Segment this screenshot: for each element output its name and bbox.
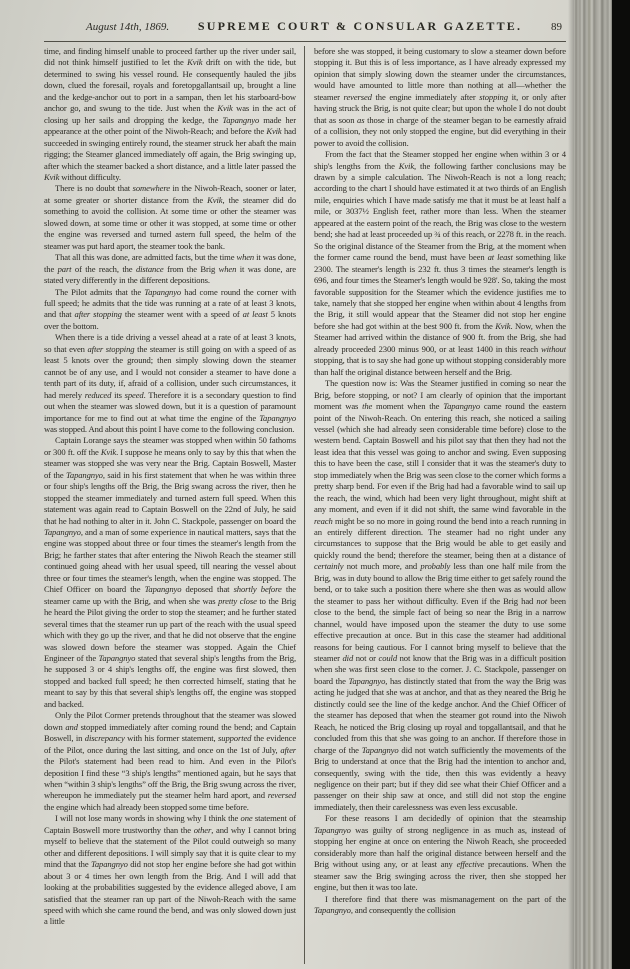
paragraph: The question now is: Was the Steamer justified in coming so near the Brig, before stopping, or not? I am clearly of opinion that the important moment was the moment when the Tapangnyo came round the eastern point of the Niwoh-Reach. On entering this reach, she noticed a sailing vessel (which she had already seen considerable time before) close to the western bend. Captain Boswell and his pilot say that then they had not the least idea that this vessel was going to anchor and swing. Even supposing this to have been the case, still I consider that it was the steamer's duty to stop immediately when the Brig was seen close to the corner which forms a pretty sharp bend. For even if the Brig had had a favorable wind to sail up the reach, the wind, which had been very light throughout, might shift at any moment, and even if it did not shift, the same wind favorable in the reach might be so no more in going round the bend into a reach running in an entirely different direction. The steamer had no right under any circumstances to suppose that the Brig would be able to get easily and quickly round the bend; therefore the steamer, being then at a distance of certainly not much more, and probably less than one half mile from the Brig, was in duty bound to allow the Brig time either to get safely round the bend, or to take such a position there where she then was as would allow the steamer to pass her without difficulty. Even if the Brig had not been close to the bend, the simple fact of being so near the Brig in a narrow channel, would have imposed upon the steamer the duty to use some effective precaution at once. But in this case the steamer had additional reasons for being cautious. For I cannot bring myself to believe that the steamer did not or could not know that the Brig was in a difficult position when she was first seen close to the corner. J. C. Stackpole, passenger on board the Tapangnyo, has distinctly stated that from the way the Brig was acting he judged that she was at anchor, and that as they neared the Brig he distinctly could see the line of the kedge anchor. And the Chief Officer of the steamer has deposed that when the steamer got round into the Niwoh Reach, he noticed the Brig closing up royal and topgallantsail, and that he concluded from this that she was going to an anchor. If therefore those in charge of the Tapangnyo did not watch sufficiently the movements of the Brig to understand at once that the Brig had the intention to anchor and, consequently, swing with the tide, then this was evidently a heavy negligence on their part; but if they did see what their Chief Officer and a passenger on their ship saw at once, and still did not stop the engine immediately, then their carelessness was even less excusable. [314, 378, 566, 812]
left-column [44, 46, 304, 964]
paragraph: When there is a tide driving a vessel ahead at a rate of at least 3 knots, so that even after stopping the steamer is still going on with a speed of as least 5 knots over the ground; then simply slowing down the steamer cannot be of any use, and I would not consider a steamer to have done a tenth part of its duty, if, afraid of a collision, under such circumstances, it had merely reduced its speed. Therefore it is a secondary question to find out when the steamer was slowed down, but it is a question of paramount importance for me to find out at what time the engine of the Tapangnyo was stopped. And about this point I have come to the following conclusion. [44, 332, 297, 434]
paragraph: Only the Pilot Cormer pretends throughout that the steamer was slowed down and stopped immediately after coming round the bend; and Captain Boswell, in discrepancy with his former statement, supported the evidence of the Pilot, once during the last sitting, and once on the 1st of July, after the Pilot's statement had been read to him. And even in the Pilot's deposition I find these “3 ship's lengths” mentioned again, but he says that when “within 3 ship's lengths” off the Brig, the Brig swung across the river, whereupon he immediately put the steamer helm hard aport, and reversed the engine which had already been stopped some time before. [44, 710, 297, 812]
book-page-edges [574, 0, 612, 969]
paragraph: For these reasons I am decidedly of opinion that the steamship Tapangnyo was guilty of strong negligence in as much as, instead of stopping her engine at once on entering the Niwoh Reach, she proceeded considerably more than half the original distance between herself and the Brig without using any, or at least any effective precautions. When the steamer saw the Brig swinging across the river, then she stopped her engine, but then it was too late. [314, 813, 566, 893]
paragraph: The Pilot admits that the Tapangnyo had come round the corner with full speed; he admits that the tide was running at a rate of at least 3 knots, and that after stopping the steamer went with a speed of at least 5 knots over the bottom. [44, 286, 297, 331]
paragraph: before she was stopped, it being customary to slow a steamer down before stopping it. But this is of less importance, as I have already expressed my opinion that simply slowing down the steamer under the circumstances, would have amounted to little more than nothing at all—whether the steamer reversed the engine immediately after stopping it, or only after having struck the Brig, is not quite clear; but upon the whole I do not doubt that as soon as those in charge of the steamer began to be earnestly afraid of a collision, they not only stopped the engine, but did everything in their power to avoid the collision. [314, 46, 566, 148]
page-number: 89 [551, 21, 562, 33]
paragraph: time, and finding himself unable to proceed farther up the river under sail, did not think himself justified to let the Kvik drift on with the tide, but determined to swing his vessel round. He consequently hauled the jibs down, clued the foresail, royals and foretopgallantsail up, brought a line and the kedge-anchor out to port in a sampan, then let his starboard-bow anchor go, and swung to the tide. Just when the Kvik was in the act of closing up her sails and dropping the kedge, the Tapangnyo made her appearance at the other point of the Niwoh-Reach; and before the Kvik had succeeded in swinging entirely round, the steamer struck her abaft the main rigging; the Steamer glanced immediately off again, the Brig swinging up, after which the steamer backed a short distance, and a little later passed the Kvik without difficulty. [44, 46, 297, 182]
header-rule [44, 41, 566, 42]
issue-date: August 14th, 1869. [86, 21, 170, 33]
right-column [304, 46, 566, 964]
paragraph: From the fact that the Steamer stopped her engine when within 3 or 4 ship's lengths from the Kvik, the following farther conclusions may be drawn by a simple calculation. The Niwoh-Reach is not a long reach; according to the chart I should have estimated it at two thirds of an English mile, enquiries which I have made satisfy me that it must be at least half a mile, or 3037½ English feet, rather more than less. When the steamer appeared at the eastern point of the reach, the Brig was close to the western bend; she had at least proceeded up ¾ of this reach, or 2278 ft. in the reach. So the original distance of the Steamer from the Brig, at the moment when the former came round the bend, must have been at least something like 2300. The steamer's length is 232 ft. thus 3 times the steamer's length is 696, and four times the Steamer's length would be 928'. So, taking the most favorable supposition for the Steamer which the evidence justifies me to take, namely that she stopped her engine when within about 4 lengths from the Brig, it still would appear that the Steamer did not stop her engine before she had got within at the best 900 ft. from the Kvik. Now, when the Steamer had arrived within the distance of 900 ft. from the Brig, she had already proceeded 2300 minus 900, or at least 1400 in this reach without stopping, that is to say she had gone up without stopping considerably more than half the original distance between herself and the Brig. [314, 149, 566, 377]
page-header [44, 19, 566, 37]
gazette-title: SUPREME COURT & CONSULAR GAZETTE. [197, 19, 523, 33]
paragraph: I therefore find that there was mismanagement on the part of the Tapangnyo, and consequently the collision [314, 893, 566, 915]
paragraph: Captain Lorange says the steamer was stopped when within 50 fathoms or 300 ft. off the Kvik. I suppose he means only to say by this that when the steamer was stopped she was very near the Brig. Captain Boswell, Master of the Tapangnyo, said in his first statement that when he was within three or four ship's lengths off the Brig, the Brig swang across the river, then he stopped the steamer immediately and turned astern full speed. When this statement was again read to Captain Boswell on the 22nd of July, he said that he had nothing to alter in it. John C. Stackpole, passenger on board the Tapangnyo, and a man of some experience in nautical matters, says that the engine was stopped about three or four times the steamer's length from the Brig; he farther states that after entering the Niwoh Reach the steamer still continued going ahead with her usual speed, till nearing the vessel about three or four times the steamer's length, when the engine was stopped. The Chief Officer on board the Tapangnyo deposed that shortly before the steamer came up with the Brig, and when she was pretty close to the Brig he heard the Pilot giving the order to stop the steamer; and he further stated several times that the steamer run up part of the reach with the usual speed which with they go up the river, and that he did not observe that the engine was slowed down before the steamer was stopped. Again the Chief Engineer of the Tapangnyo stated that several ship's lengths from the Brig, he supposed 3 or 4 ship's lengths off, the engine was first slowed, then stopped and backed full speed; he then corrected himself, stating that he meant to say by this that several ship's lengths off, the engine was stopped and backed. [44, 435, 297, 709]
paragraph: That all this was done, are admitted facts, but the time when it was done, the part of the reach, the distance from the Brig when it was done, are stated very differently in the different depositions. [44, 252, 297, 286]
paragraph: I will not lose many words in showing why I think the one statement of Captain Boswell more trustworthy than the other, and why I cannot bring myself to believe that the statement of the Pilot could outweigh so many other and different depositions. I will simply say that it is quite clear to my mind that the Tapangnyo did not stop her engine before she had got within about 3 or 4 times her own length from the Brig. And I will add that looking at the probabilities suggested by the evidence alleged above, I am satisfied that the steamer ran up part of the Niwoh-Reach with the same speed with which she came round the bend, and was only slowed down just a little [44, 813, 297, 927]
text-body [44, 46, 566, 964]
paragraph: There is no doubt that somewhere in the Niwoh-Reach, sooner or later, at some greater or shorter distance from the Kvik, the steamer did do something to avoid the collision. At some time or other the steamer was slowed down, at some time or other it was stopped, at some time or other the engine was reversed and turned astern full speed, the helm of the steamer was put hard aport, the steamer took the bank. [44, 183, 296, 251]
